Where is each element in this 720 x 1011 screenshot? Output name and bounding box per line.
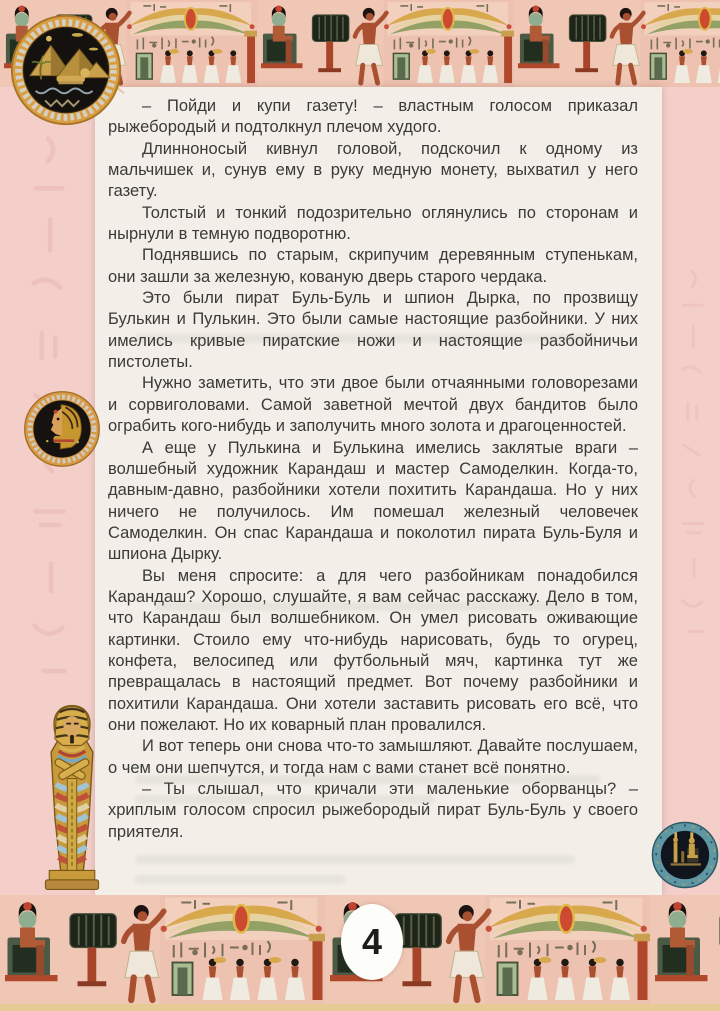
paper-area: [95, 87, 662, 895]
page-number-badge: [341, 904, 403, 980]
egyptian-mural-icon: [514, 0, 720, 87]
story-paragraph: – Ты слышал, что кричали эти маленькие оборванцы? – хриплым голосом спросил рыжебородый пират Буль-Буль у своего приятеля.: [108, 780, 638, 841]
egyptian-mural-icon: [0, 895, 325, 1005]
pharaoh-profile-medallion-icon: [23, 390, 101, 468]
story-paragraph: А еще у Пулькина и Булькина имелись заклятые враги – волшебный художник Карандаш и мастер Самоделкин. Когда-то, давным-давно, разбойники хотели похитить Карандаша. Но у них ничего не получилось. Им помешал железный человечек Самоделкин. Он спас Карандаша и поколотил пирата Буль-Буля и шпиона Дырку.: [108, 438, 638, 564]
story-paragraph: Длинноносый кивнул головой, подскочил к одному из мальчишек и, сунув ему в руку медную монету, выхватил у него газету.: [108, 139, 638, 201]
story-paragraph: Поднявшись по старым, скрипучим деревянным ступенькам, они зашли за железную, кованую дверь старого чердака.: [108, 246, 638, 286]
pyramids-sphinx-medallion-icon: [9, 13, 123, 127]
egyptian-mural-icon: [650, 895, 720, 1005]
story-paragraph: Нужно заметить, что эти двое были отчаянными головорезами и сорвиголовами. Самой заветной мечтой двух бандитов было ограбить кого-нибудь и заполучить много золота и драгоценностей.: [108, 374, 638, 436]
golden-sarcophagus-icon: [36, 699, 108, 896]
story-text: [108, 96, 638, 888]
story-paragraph: И вот теперь они снова что-то замышляют. Давайте послушаем, о чем они шепчутся, и тогда нам с вами станет всё понятно.: [108, 737, 638, 777]
page-edge-strip: [0, 1004, 720, 1011]
story-paragraph: Толстый и тонкий подозрительно оглянулись по сторонам и нырнули в темную подворотню.: [108, 203, 638, 244]
story-paragraph: – Пойди и купи газету! – властным голосом приказал рыжебородый и подтолкнул плечом худого.: [108, 97, 638, 137]
page-number: 4: [361, 921, 383, 962]
hieroglyph-watermark-icon: [664, 95, 720, 815]
pharaoh-throne-medallion-icon: [651, 821, 719, 889]
story-paragraph: Это были пират Буль-Буль и шпион Дырка, по прозвищу Булькин и Пулькин. Это были самые настоящие разбойники. У них имелись кривые пиратские ножи и настоящие разбойничьи пистолеты.: [108, 289, 638, 372]
story-paragraph: Вы меня спросите: а для чего разбойникам понадобился Карандаш? Хорошо, слушайте, я вам сейчас расскажу. Дело в том, что Карандаш был волшебником. Он умел рисовать оживающие картинки. Стоило ему что-нибудь нарисовать, будь то огурец, конфета, велосипед или футбольный мяч, картинка тут же превращалась в настоящий предмет. Вот почему разбойники и похитили Карандаша. Они хотели заставить рисовать его всё, что они пожелают. Но их коварный план провалился.: [108, 566, 638, 734]
egyptian-mural-icon: [257, 0, 514, 87]
